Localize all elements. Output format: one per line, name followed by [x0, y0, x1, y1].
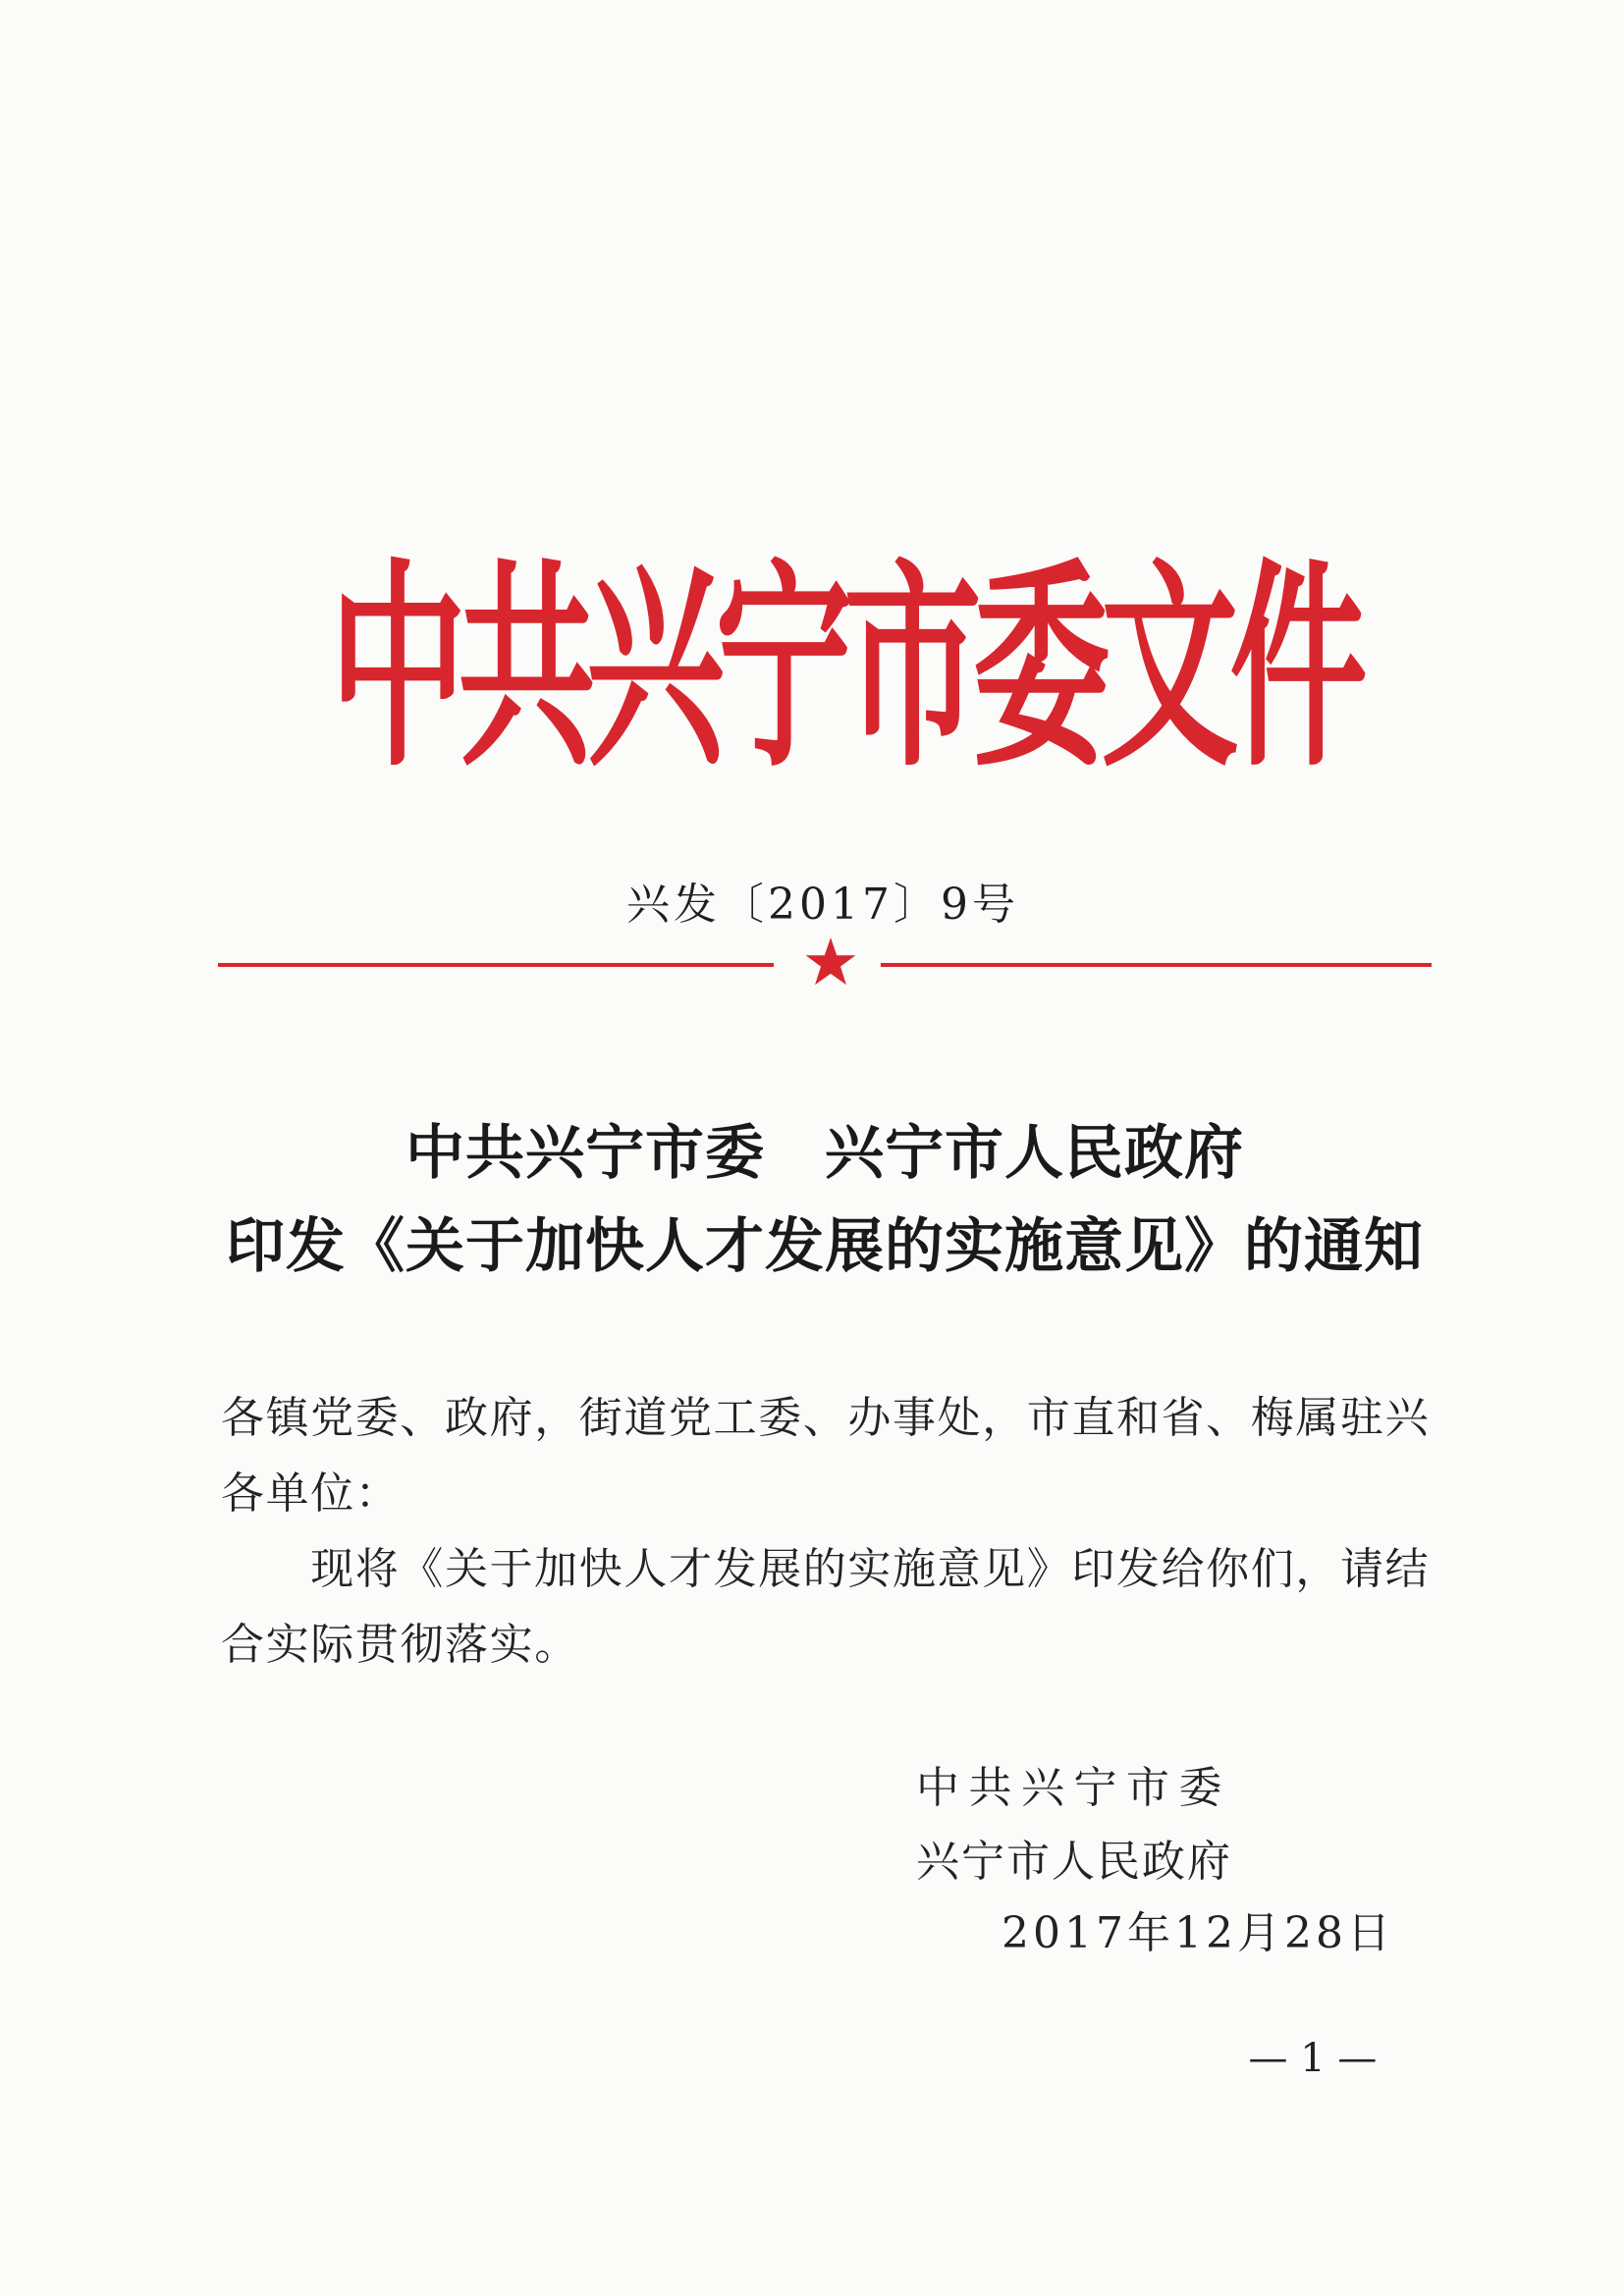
notice-title-line-1: 中共兴宁市委 兴宁市人民政府	[406, 1119, 1244, 1188]
document-number: 兴发〔2017〕9号	[626, 880, 1019, 930]
notice-title-line-2: 印发《关于加快人才发展的实施意见》的通知	[226, 1212, 1424, 1281]
document-header-title: 中共兴宁市委文件	[329, 541, 1359, 798]
red-divider-right	[881, 963, 1432, 967]
star-icon	[804, 935, 857, 988]
signature-issuer-government: 兴宁市人民政府	[916, 1837, 1232, 1887]
notice-body	[221, 1380, 1438, 1682]
signature-date: 2017年12月28日	[1001, 1908, 1394, 1958]
content-paragraph: 现将《关于加快人才发展的实施意见》印发给你们，请结合实际贯彻落实。	[221, 1544, 1431, 1670]
red-divider-left	[218, 963, 774, 967]
recipients-paragraph: 各镇党委、政府，街道党工委、办事处，市直和省、梅属驻兴各单位：	[221, 1393, 1431, 1519]
signature-issuer-party-committee: 中共兴宁市委	[916, 1763, 1231, 1813]
page-number: — 1 —	[1248, 2036, 1378, 2081]
